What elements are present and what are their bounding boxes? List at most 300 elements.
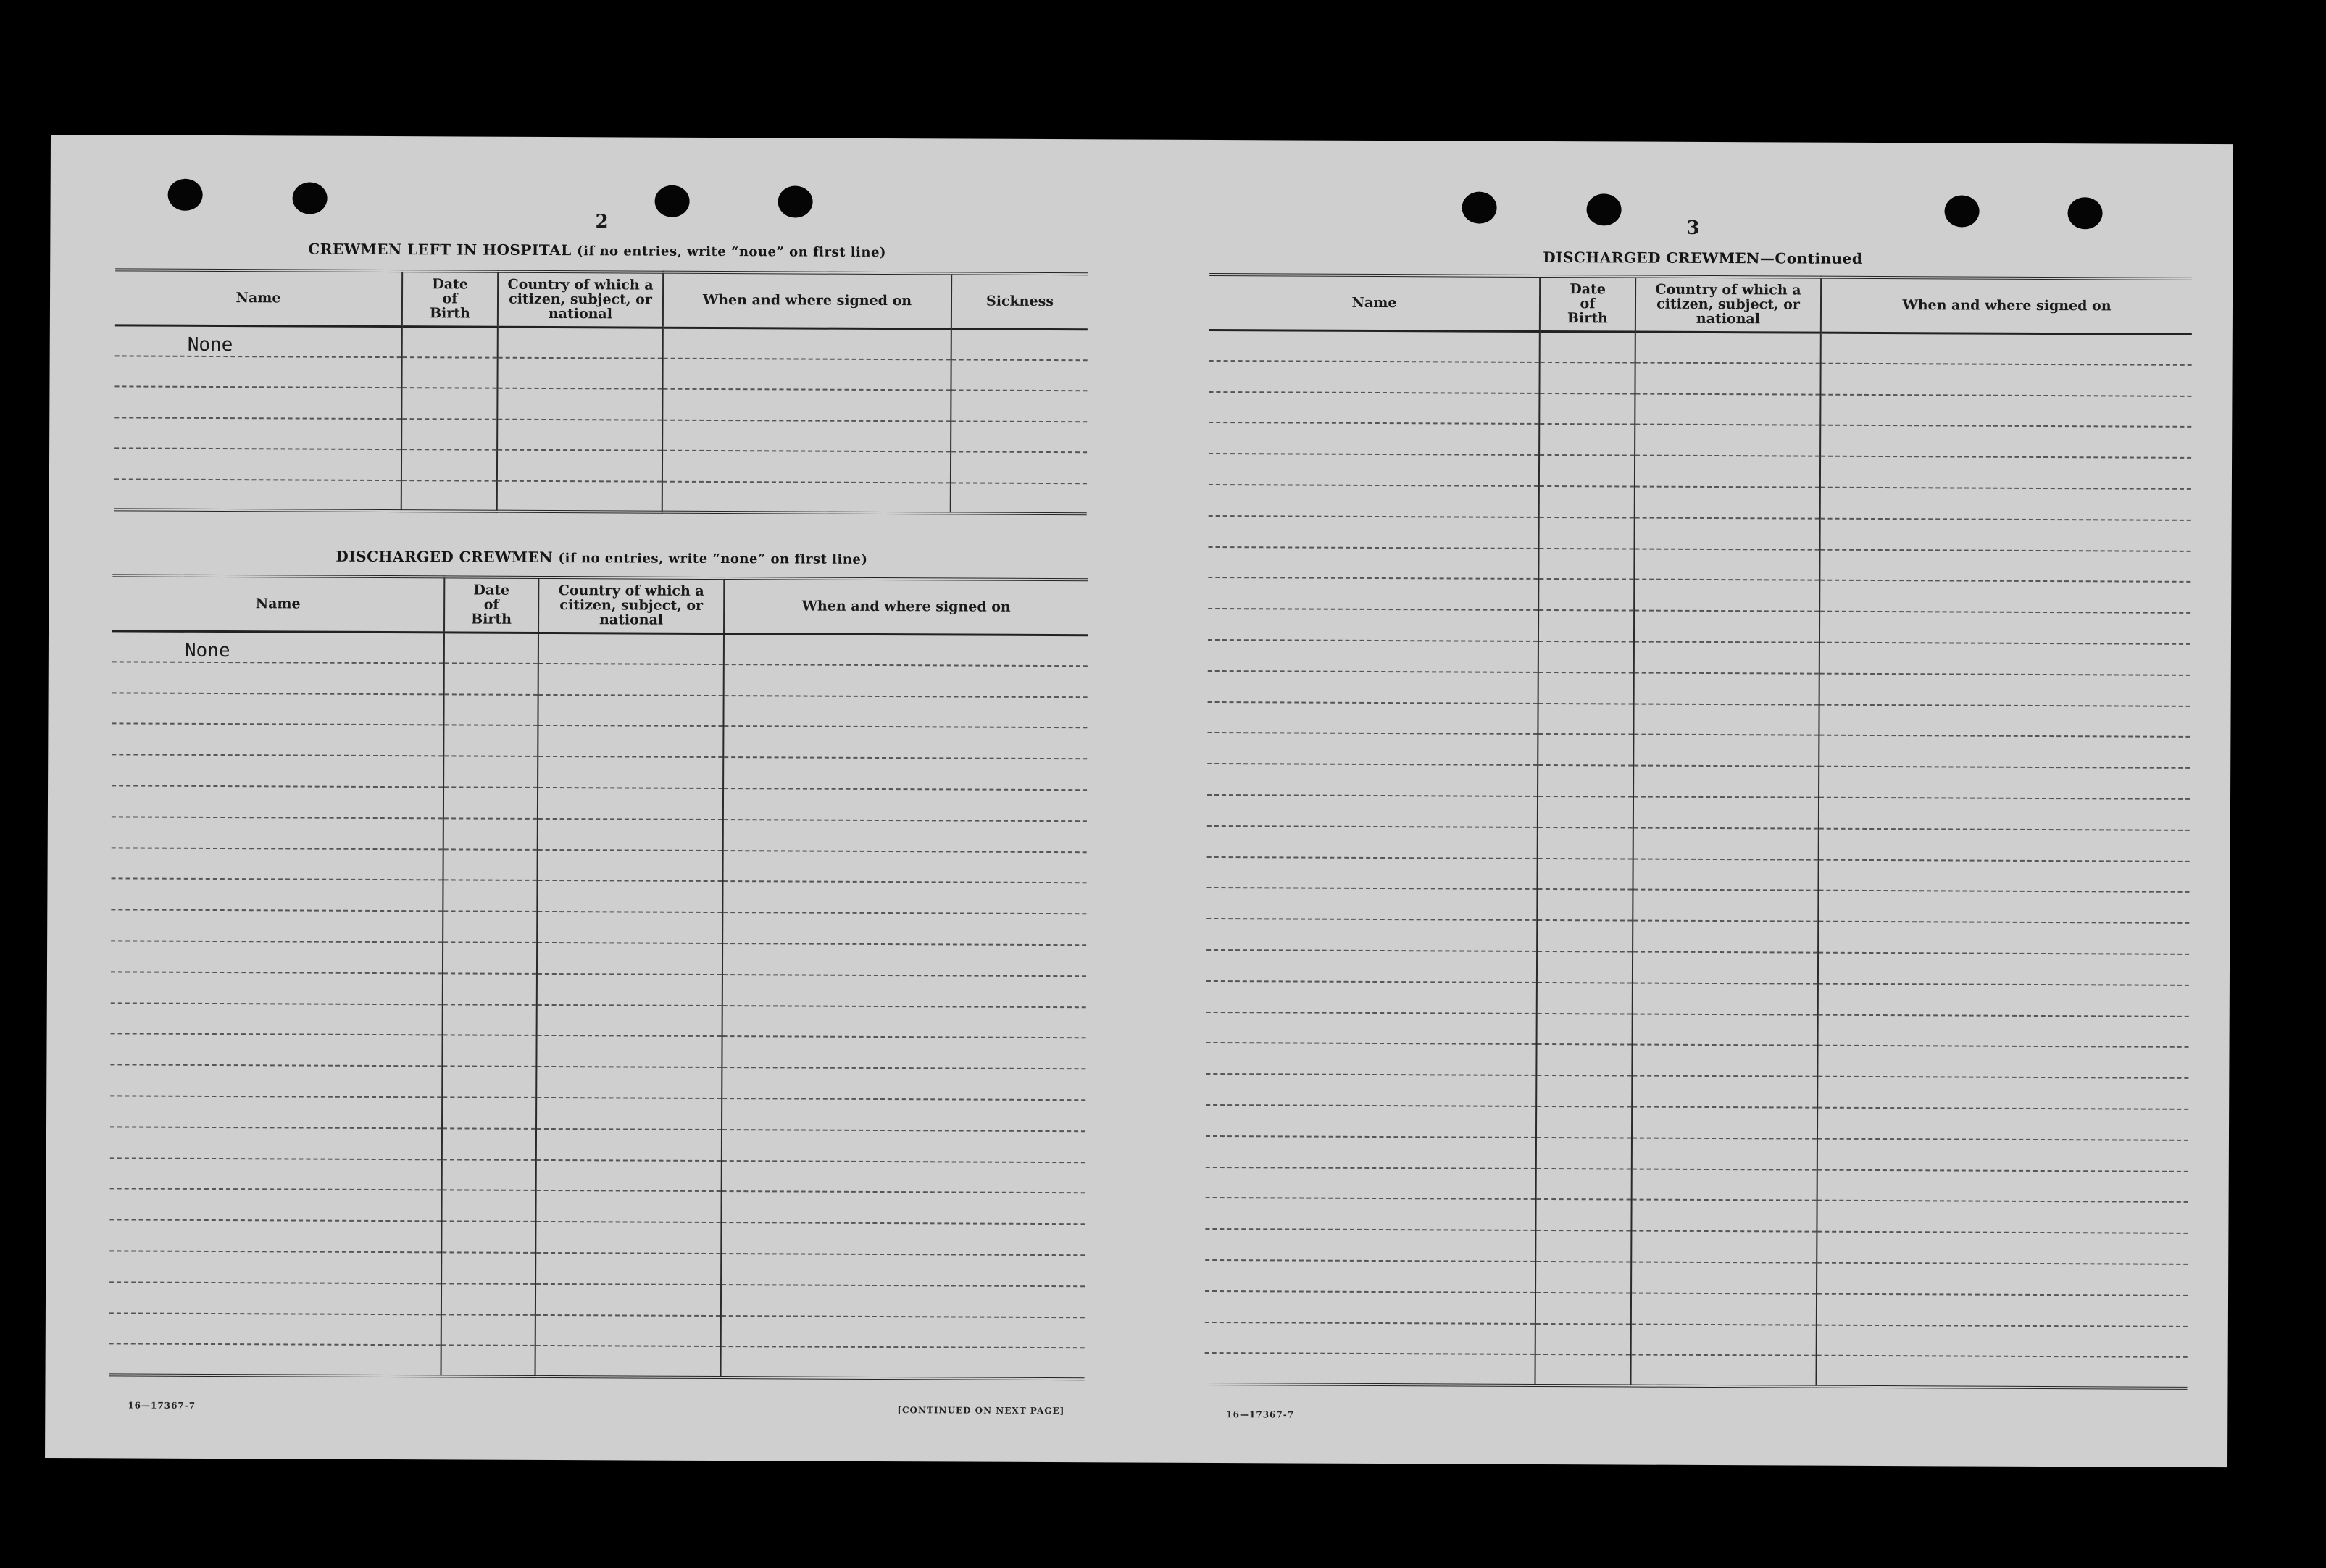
table-row bbox=[112, 724, 1087, 759]
table-cell bbox=[401, 480, 497, 512]
discharged-title-note: (if no entries, write “none” on first line) bbox=[558, 551, 868, 567]
table-cell bbox=[441, 1346, 535, 1377]
table-cell bbox=[722, 1006, 1086, 1038]
table-row bbox=[111, 879, 1086, 914]
entry-name-cell: None bbox=[112, 630, 444, 663]
table-cell bbox=[497, 480, 662, 512]
table-cell bbox=[1208, 671, 1538, 704]
table-cell bbox=[1208, 640, 1538, 672]
table-cell bbox=[723, 726, 1087, 759]
table-cell bbox=[1538, 765, 1633, 796]
table-row bbox=[109, 1282, 1085, 1317]
entry-name-cell: None bbox=[115, 325, 402, 356]
punch-hole bbox=[1944, 195, 1979, 227]
table-cell bbox=[1818, 983, 2189, 1016]
table-cell bbox=[722, 1130, 1085, 1162]
table-row bbox=[110, 1034, 1085, 1069]
table-cell bbox=[722, 912, 1086, 945]
table-row bbox=[1206, 857, 2189, 893]
table-cell bbox=[112, 693, 443, 725]
table-cell bbox=[1635, 487, 1820, 519]
continued-note: [CONTINUED ON NEXT PAGE] bbox=[897, 1405, 1065, 1417]
table-cell bbox=[497, 419, 662, 450]
table-cell bbox=[1635, 362, 1820, 394]
table-cell bbox=[1632, 1106, 1817, 1138]
table-row bbox=[112, 662, 1088, 697]
table-cell bbox=[1633, 859, 1818, 891]
table-row bbox=[1209, 485, 2191, 520]
table-cell bbox=[1634, 642, 1819, 674]
table-cell bbox=[1819, 612, 2190, 644]
table-cell bbox=[721, 1222, 1085, 1255]
table-cell bbox=[110, 1096, 442, 1128]
table-cell bbox=[723, 820, 1087, 852]
column-header-name: Name bbox=[112, 575, 444, 632]
table-cell bbox=[662, 481, 951, 513]
table-cell bbox=[1817, 1293, 2188, 1326]
table-cell bbox=[722, 975, 1086, 1007]
table-row bbox=[114, 479, 1087, 514]
table-cell bbox=[1539, 486, 1635, 517]
table-cell bbox=[1208, 609, 1538, 641]
table-cell bbox=[1818, 859, 2189, 892]
table-cell bbox=[443, 912, 537, 943]
table-cell bbox=[1207, 764, 1538, 796]
table-cell bbox=[1209, 330, 1540, 362]
table-cell bbox=[1632, 1138, 1817, 1169]
discharged-table bbox=[109, 574, 1088, 1380]
table-cell bbox=[443, 756, 538, 788]
table-cell bbox=[442, 1128, 536, 1159]
table-row bbox=[1209, 422, 2191, 458]
table-row bbox=[1209, 392, 2191, 428]
table-cell bbox=[1821, 333, 2192, 365]
table-cell bbox=[537, 974, 722, 1006]
table-cell bbox=[724, 633, 1088, 666]
table-cell bbox=[1536, 1168, 1632, 1199]
table-row bbox=[109, 1189, 1085, 1225]
table-cell bbox=[1207, 702, 1538, 735]
column-header-country: Country of which a citizen, subject, or national bbox=[498, 272, 663, 328]
table-cell bbox=[723, 757, 1087, 790]
table-cell bbox=[443, 787, 538, 818]
table-cell bbox=[402, 326, 498, 357]
table-cell bbox=[1817, 1077, 2188, 1109]
table-cell bbox=[723, 851, 1087, 883]
hospital-section-title bbox=[308, 241, 886, 260]
column-header-signed-on: When and where signed on bbox=[724, 578, 1088, 635]
table-cell bbox=[1631, 1231, 1817, 1263]
table-cell bbox=[112, 662, 444, 694]
table-cell bbox=[1539, 424, 1635, 455]
table-cell bbox=[1817, 1108, 2188, 1140]
table-cell bbox=[1819, 767, 2190, 799]
table-cell bbox=[1820, 518, 2191, 551]
table-cell bbox=[723, 788, 1087, 821]
table-cell bbox=[497, 357, 662, 388]
table-cell bbox=[1633, 796, 1819, 828]
table-row bbox=[114, 386, 1087, 421]
table-cell bbox=[535, 1222, 721, 1254]
table-cell bbox=[443, 1004, 537, 1035]
table-cell bbox=[441, 1252, 535, 1283]
punch-hole bbox=[1586, 193, 1621, 225]
table-cell bbox=[1538, 796, 1633, 827]
table-cell bbox=[1633, 1014, 1818, 1046]
table-cell bbox=[1634, 672, 1819, 704]
table-cell bbox=[1635, 393, 1820, 425]
table-row bbox=[1205, 1260, 2188, 1296]
table-cell bbox=[1820, 363, 2191, 396]
table-row bbox=[112, 817, 1087, 852]
table-cell bbox=[1817, 1325, 2188, 1357]
table-cell bbox=[1538, 549, 1634, 580]
column-header-date-of-birth: Date of Birth bbox=[1540, 276, 1635, 332]
table-cell bbox=[951, 421, 1087, 452]
table-row bbox=[110, 1127, 1085, 1162]
table-cell bbox=[1633, 890, 1818, 922]
table-cell bbox=[1633, 766, 1819, 798]
table-row bbox=[1206, 1136, 2188, 1172]
table-row bbox=[1209, 330, 2192, 365]
table-cell bbox=[1538, 610, 1634, 641]
table-cell bbox=[1634, 549, 1819, 580]
table-cell bbox=[1536, 1106, 1632, 1138]
page-number-right: 3 bbox=[1686, 217, 1700, 239]
table-cell bbox=[537, 880, 722, 912]
table-cell bbox=[1634, 580, 1819, 612]
table-cell bbox=[1209, 485, 1539, 517]
table-row bbox=[111, 972, 1086, 1007]
table-cell bbox=[1537, 859, 1633, 890]
table-cell bbox=[111, 972, 443, 1004]
table-row bbox=[112, 755, 1087, 791]
table-cell bbox=[1818, 922, 2189, 954]
table-cell bbox=[112, 755, 443, 788]
table-cell bbox=[1207, 795, 1538, 827]
table-cell bbox=[721, 1191, 1085, 1224]
table-cell bbox=[401, 357, 497, 388]
table-row bbox=[114, 356, 1087, 391]
punch-hole bbox=[1462, 191, 1496, 223]
table-cell bbox=[538, 788, 723, 820]
table-cell bbox=[1535, 1262, 1631, 1293]
table-cell bbox=[1819, 673, 2190, 706]
form-number-left: 16—17367-7 bbox=[128, 1400, 196, 1411]
table-cell bbox=[497, 450, 662, 481]
table-row bbox=[1206, 888, 2189, 923]
table-cell bbox=[1206, 888, 1537, 920]
table-row bbox=[1206, 919, 2189, 954]
discharged-continued-title: DISCHARGED CREWMEN—Continued bbox=[1543, 248, 1863, 267]
table-cell bbox=[444, 632, 538, 663]
table-cell bbox=[112, 848, 443, 880]
table-cell bbox=[109, 1344, 441, 1377]
table-cell bbox=[1633, 735, 1819, 767]
table-cell bbox=[537, 943, 722, 975]
table-cell bbox=[662, 451, 951, 483]
table-cell bbox=[951, 328, 1088, 359]
table-row bbox=[1206, 950, 2189, 985]
table-cell bbox=[538, 633, 724, 664]
column-header-date-of-birth: Date of Birth bbox=[402, 271, 498, 327]
table-row bbox=[1206, 1043, 2188, 1078]
table-cell bbox=[1204, 1353, 1535, 1385]
table-cell bbox=[441, 1222, 535, 1253]
table-cell bbox=[662, 389, 951, 421]
table-cell bbox=[1633, 921, 1818, 953]
table-cell bbox=[1206, 981, 1537, 1014]
table-cell bbox=[1819, 643, 2190, 675]
table-cell bbox=[1535, 1199, 1631, 1230]
table-row bbox=[114, 448, 1087, 483]
table-cell bbox=[1634, 611, 1819, 643]
punch-hole bbox=[168, 179, 203, 211]
table-cell bbox=[1819, 549, 2190, 582]
table-cell bbox=[1635, 425, 1820, 456]
table-cell bbox=[112, 724, 443, 756]
table-cell bbox=[1209, 516, 1539, 549]
table-cell bbox=[497, 388, 662, 420]
table-cell bbox=[1632, 1045, 1817, 1077]
table-row bbox=[110, 1158, 1085, 1193]
punch-hole bbox=[293, 182, 328, 214]
table-cell bbox=[951, 390, 1087, 421]
table-row bbox=[114, 417, 1087, 452]
table-cell bbox=[1820, 456, 2191, 489]
table-cell bbox=[1631, 1324, 1817, 1356]
table-cell bbox=[1535, 1230, 1631, 1262]
table-cell bbox=[1816, 1356, 2187, 1388]
table-cell bbox=[1207, 733, 1538, 765]
table-cell bbox=[1535, 1293, 1631, 1324]
table-row bbox=[1207, 795, 2190, 830]
table-cell bbox=[1819, 580, 2190, 613]
table-cell bbox=[1819, 704, 2190, 737]
table-row bbox=[1205, 1198, 2188, 1233]
table-cell bbox=[1537, 920, 1633, 951]
table-cell bbox=[1538, 641, 1634, 672]
table-cell bbox=[112, 785, 443, 818]
table-cell bbox=[1538, 827, 1633, 859]
table-cell bbox=[441, 1283, 535, 1314]
form-number-right: 16—17367-7 bbox=[1226, 1409, 1295, 1420]
table-cell bbox=[536, 1159, 722, 1191]
table-cell bbox=[1205, 1322, 1535, 1354]
table-cell bbox=[111, 910, 443, 943]
table-cell bbox=[1539, 393, 1635, 425]
table-cell bbox=[721, 1346, 1085, 1379]
table-row bbox=[1208, 609, 2190, 644]
table-cell bbox=[1540, 331, 1635, 362]
discharged-title-text: DISCHARGED CREWMEN bbox=[335, 547, 554, 567]
table-cell bbox=[1206, 1012, 1537, 1045]
table-cell bbox=[443, 849, 538, 880]
column-header-country: Country of which a citizen, subject, or national bbox=[1635, 277, 1821, 333]
table-cell bbox=[1635, 456, 1820, 488]
table-cell bbox=[114, 356, 401, 388]
column-header-name: Name bbox=[1209, 275, 1540, 331]
table-cell bbox=[538, 819, 723, 851]
table-cell bbox=[1537, 1013, 1633, 1044]
table-cell bbox=[1818, 1014, 2189, 1047]
table-cell bbox=[1630, 1355, 1816, 1387]
table-row bbox=[112, 785, 1087, 821]
table-cell bbox=[109, 1282, 441, 1314]
table-cell bbox=[723, 696, 1087, 728]
table-cell bbox=[111, 941, 443, 973]
table-row bbox=[111, 941, 1086, 976]
table-row bbox=[1206, 1074, 2188, 1109]
table-cell bbox=[1818, 891, 2189, 923]
table-cell bbox=[441, 1314, 535, 1346]
table-cell bbox=[722, 1067, 1085, 1100]
table-cell bbox=[1820, 488, 2191, 520]
table-row bbox=[109, 1313, 1085, 1348]
table-cell bbox=[724, 664, 1088, 697]
table-cell bbox=[538, 756, 723, 788]
table-cell bbox=[1633, 951, 1818, 983]
table-cell bbox=[1205, 1260, 1535, 1293]
table-cell bbox=[1537, 889, 1633, 920]
table-cell bbox=[538, 664, 724, 696]
table-cell bbox=[535, 1284, 721, 1316]
table-row bbox=[1206, 1012, 2189, 1048]
table-cell bbox=[1536, 1138, 1632, 1169]
table-cell bbox=[442, 1067, 536, 1098]
form-sheet bbox=[45, 135, 2233, 1467]
table-cell bbox=[536, 1129, 722, 1161]
table-cell bbox=[109, 1220, 441, 1253]
table-cell bbox=[1538, 704, 1633, 735]
table-cell bbox=[114, 417, 401, 449]
table-row bbox=[1208, 577, 2190, 613]
table-cell bbox=[110, 1158, 442, 1190]
table-cell bbox=[1538, 579, 1634, 610]
table-cell bbox=[1209, 361, 1539, 393]
table-row bbox=[1208, 547, 2190, 583]
table-cell bbox=[109, 1313, 441, 1346]
table-cell bbox=[722, 1161, 1085, 1193]
hospital-title-text: CREWMEN LEFT IN HOSPITAL bbox=[308, 240, 572, 259]
table-cell bbox=[538, 725, 723, 757]
table-cell bbox=[1206, 1074, 1536, 1106]
table-cell bbox=[442, 1035, 536, 1067]
table-cell bbox=[1538, 672, 1634, 704]
table-cell bbox=[1817, 1138, 2188, 1171]
table-cell bbox=[1205, 1229, 1535, 1262]
table-cell bbox=[722, 1036, 1085, 1069]
table-cell bbox=[1206, 1043, 1536, 1075]
table-cell bbox=[535, 1190, 721, 1222]
table-cell bbox=[1635, 517, 1820, 549]
table-cell bbox=[1536, 1075, 1632, 1106]
table-cell bbox=[1539, 455, 1635, 486]
table-cell bbox=[114, 448, 401, 480]
table-cell bbox=[1538, 734, 1633, 765]
table-row bbox=[112, 630, 1088, 666]
table-cell bbox=[1206, 1167, 1536, 1199]
table-row bbox=[1205, 1291, 2188, 1327]
table-cell bbox=[537, 1005, 722, 1037]
table-cell bbox=[112, 817, 443, 849]
table-cell bbox=[443, 973, 537, 1004]
table-cell bbox=[1206, 1105, 1536, 1138]
table-cell bbox=[721, 1285, 1085, 1317]
table-cell bbox=[109, 1251, 441, 1283]
table-cell bbox=[1633, 704, 1819, 735]
table-cell bbox=[110, 1034, 442, 1067]
table-cell bbox=[1209, 454, 1539, 486]
table-row bbox=[1208, 671, 2190, 706]
table-cell bbox=[1207, 826, 1538, 859]
table-row bbox=[1205, 1322, 2188, 1357]
table-cell bbox=[1631, 1262, 1817, 1293]
table-cell bbox=[441, 1190, 535, 1222]
table-cell bbox=[111, 1003, 443, 1035]
table-row bbox=[111, 1003, 1086, 1038]
table-cell bbox=[535, 1314, 721, 1346]
table-cell bbox=[722, 881, 1086, 914]
column-header-signed-on: When and where signed on bbox=[1821, 278, 2192, 334]
table-cell bbox=[1631, 1293, 1817, 1325]
table-cell bbox=[1209, 392, 1539, 425]
table-row bbox=[110, 1065, 1085, 1101]
table-row bbox=[1207, 733, 2190, 768]
table-cell bbox=[444, 663, 538, 694]
table-cell bbox=[1205, 1291, 1535, 1324]
column-header-signed-on: When and where signed on bbox=[663, 272, 951, 329]
table-cell bbox=[401, 388, 497, 419]
table-cell bbox=[536, 1035, 722, 1067]
table-cell bbox=[1208, 547, 1538, 580]
table-row bbox=[1207, 764, 2190, 799]
table-cell bbox=[1817, 1263, 2188, 1296]
table-cell bbox=[498, 327, 663, 358]
table-cell bbox=[1536, 1044, 1632, 1075]
table-cell bbox=[1208, 577, 1538, 610]
table-cell bbox=[662, 420, 951, 451]
table-row bbox=[1208, 640, 2190, 675]
column-header-date-of-birth: Date of Birth bbox=[444, 577, 538, 633]
table-cell bbox=[110, 1065, 442, 1098]
table-cell bbox=[1818, 953, 2189, 985]
table-cell bbox=[114, 386, 401, 418]
table-row bbox=[109, 1344, 1085, 1380]
table-cell bbox=[1632, 1076, 1817, 1108]
table-cell bbox=[1206, 857, 1537, 890]
table-cell bbox=[442, 1159, 536, 1190]
table-cell bbox=[722, 943, 1086, 976]
table-cell bbox=[1817, 1201, 2188, 1233]
table-cell bbox=[536, 1067, 722, 1098]
table-row bbox=[1207, 826, 2190, 862]
table-cell bbox=[721, 1316, 1085, 1348]
table-cell bbox=[1817, 1046, 2188, 1078]
table-cell bbox=[1819, 798, 2190, 830]
table-cell bbox=[538, 695, 723, 727]
table-cell bbox=[537, 912, 722, 943]
table-cell bbox=[538, 850, 723, 882]
table-cell bbox=[111, 879, 443, 912]
table-row bbox=[112, 848, 1087, 883]
table-cell bbox=[1539, 362, 1635, 393]
table-cell bbox=[1633, 983, 1818, 1014]
table-row bbox=[109, 1251, 1085, 1286]
table-row bbox=[1206, 1105, 2188, 1140]
discharged-continued-table bbox=[1204, 273, 2192, 1390]
table-row bbox=[109, 1220, 1085, 1256]
